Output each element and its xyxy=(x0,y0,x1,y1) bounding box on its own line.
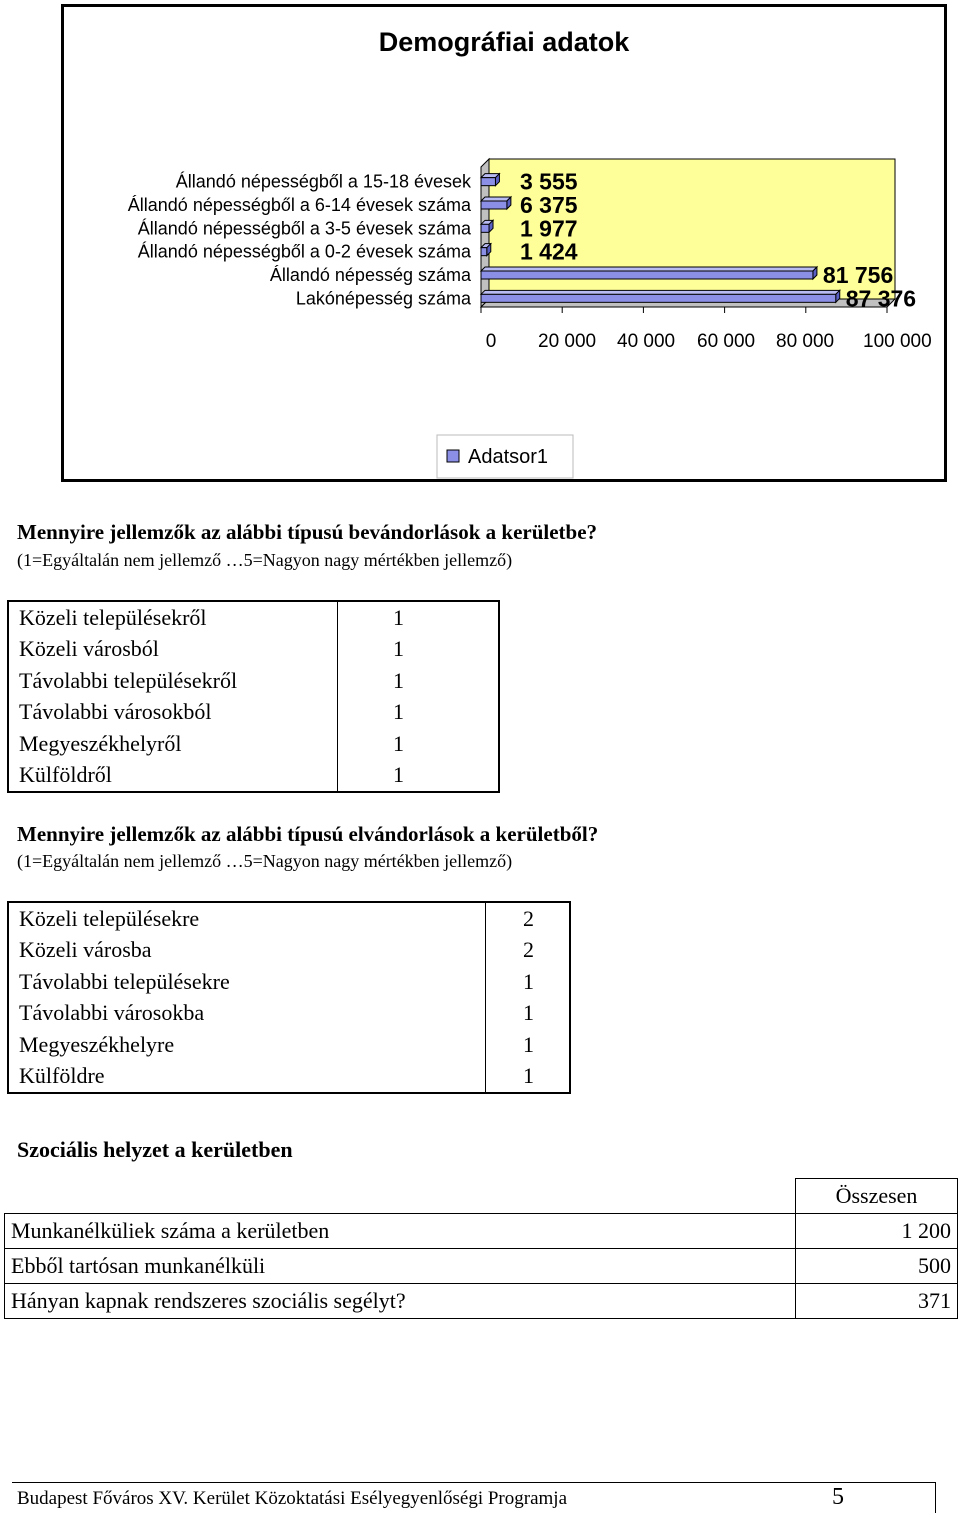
table-row xyxy=(8,902,570,935)
social-row-label: Ebből tartósan munkanélküli xyxy=(5,1249,796,1284)
table-row xyxy=(8,728,499,760)
inmigration-note: (1=Egyáltalán nem jellemző …5=Nagyon nagy mértékben jellemző) xyxy=(17,550,513,570)
outmigration-row-label: Közeli városba xyxy=(19,937,152,963)
social-column-header: Összesen xyxy=(796,1179,958,1214)
chart-title: Demográfiai adatok xyxy=(378,27,630,57)
table-row xyxy=(8,998,570,1030)
social-heading: Szociális helyzet a kerületben xyxy=(17,1137,293,1162)
x-tick-label: 20 000 xyxy=(538,331,597,352)
bar xyxy=(481,294,836,302)
social-header-blank xyxy=(5,1179,796,1214)
data-label: 81 756 xyxy=(822,262,894,288)
table-row xyxy=(5,1214,958,1249)
legend-swatch xyxy=(447,450,459,462)
inmigration-row-label: Közeli településekről xyxy=(19,604,207,630)
data-label: 6 375 xyxy=(520,192,578,218)
social-row-value: 500 xyxy=(796,1249,958,1284)
inmigration-row-label: Közeli városból xyxy=(19,636,159,662)
bar xyxy=(481,201,507,209)
outmigration-table xyxy=(7,901,571,1094)
outmigration-row-label: Távolabbi városokba xyxy=(19,1000,205,1026)
x-tick-label: 80 000 xyxy=(776,331,835,352)
inmigration-row-value: 1 xyxy=(338,601,500,634)
category-label: Állandó népességből a 0-2 évesek száma xyxy=(137,241,471,262)
data-label: 87 376 xyxy=(845,285,917,312)
bar xyxy=(481,224,489,232)
social-row-label: Hányan kapnak rendszeres szociális segélyt? xyxy=(5,1284,796,1319)
outmigration-row-value: 1 xyxy=(486,966,571,998)
table-row xyxy=(5,1284,958,1319)
bar-top xyxy=(481,267,817,271)
inmigration-row-value: 1 xyxy=(338,697,500,729)
category-label: Állandó népességből a 15-18 évesek xyxy=(175,171,471,192)
table-row xyxy=(8,966,570,998)
table-row xyxy=(8,697,499,729)
table-row xyxy=(8,760,499,793)
inmigration-table xyxy=(7,600,500,793)
table-row xyxy=(8,935,570,967)
table-row xyxy=(8,601,499,634)
outmigration-heading: Mennyire jellemzők az alábbi típusú elvándorlások a kerületből? xyxy=(17,822,599,846)
footer-divider xyxy=(935,1482,936,1513)
bar xyxy=(481,178,495,186)
bar-top xyxy=(481,197,511,201)
category-label: Állandó népesség száma xyxy=(269,265,471,285)
social-row-value: 1 200 xyxy=(796,1214,958,1249)
x-tick-label: 40 000 xyxy=(617,331,676,352)
page-number: 5 xyxy=(832,1484,844,1510)
data-label: 1 424 xyxy=(520,238,578,265)
outmigration-row-label: Külföldre xyxy=(19,1063,105,1089)
outmigration-row-label: Megyeszékhelyre xyxy=(19,1031,175,1057)
legend-label: Adatsor1 xyxy=(468,446,549,468)
social-table xyxy=(4,1178,958,1319)
outmigration-row-label: Távolabbi településekre xyxy=(19,968,230,994)
social-row-value: 371 xyxy=(796,1284,958,1319)
bar-chart xyxy=(64,7,944,479)
outmigration-row-value: 1 xyxy=(486,1029,571,1061)
bar xyxy=(481,248,487,256)
x-tick-label: 100 000 xyxy=(863,331,932,352)
outmigration-row-label: Közeli településekre xyxy=(19,905,200,931)
table-row xyxy=(8,1029,570,1061)
x-tick-label: 60 000 xyxy=(697,331,756,352)
inmigration-row-value: 1 xyxy=(338,760,500,793)
outmigration-row-value: 2 xyxy=(486,935,571,967)
inmigration-row-label: Külföldről xyxy=(19,762,112,788)
inmigration-heading: Mennyire jellemzők az alábbi típusú bevándorlások a kerületbe? xyxy=(17,520,598,544)
footer-rule xyxy=(12,1482,936,1483)
table-row xyxy=(8,634,499,666)
outmigration-row-value: 1 xyxy=(486,998,571,1030)
x-tick-label: 0 xyxy=(485,331,497,352)
category-label: Állandó népességből a 3-5 évesek száma xyxy=(137,218,471,239)
table-row xyxy=(5,1249,958,1284)
outmigration-note: (1=Egyáltalán nem jellemző …5=Nagyon nagy mértékben jellemző) xyxy=(17,851,513,871)
chart-frame xyxy=(61,4,947,482)
inmigration-row-value: 1 xyxy=(338,634,500,666)
data-label: 3 555 xyxy=(520,168,578,195)
inmigration-row-label: Távolabbi településekről xyxy=(19,667,238,693)
inmigration-row-label: Megyeszékhelyről xyxy=(19,730,182,756)
category-label: Lakónépesség száma xyxy=(295,288,471,309)
social-row-label: Munkanélküliek száma a kerületben xyxy=(5,1214,796,1249)
table-row xyxy=(8,1061,570,1094)
table-row xyxy=(8,665,499,697)
social-table-header-row xyxy=(5,1179,958,1214)
data-label: 1 977 xyxy=(520,215,578,242)
bar-top xyxy=(481,290,840,294)
bar xyxy=(481,271,813,279)
inmigration-row-value: 1 xyxy=(338,728,500,760)
outmigration-row-value: 2 xyxy=(486,902,571,935)
inmigration-row-value: 1 xyxy=(338,665,500,697)
footer-text: Budapest Főváros XV. Kerület Közoktatási Esélyegyenlőségi Programja xyxy=(17,1488,568,1509)
outmigration-row-value: 1 xyxy=(486,1061,571,1094)
category-label: Állandó népességből a 6-14 évesek száma xyxy=(127,195,471,215)
inmigration-row-label: Távolabbi városokból xyxy=(19,699,212,725)
